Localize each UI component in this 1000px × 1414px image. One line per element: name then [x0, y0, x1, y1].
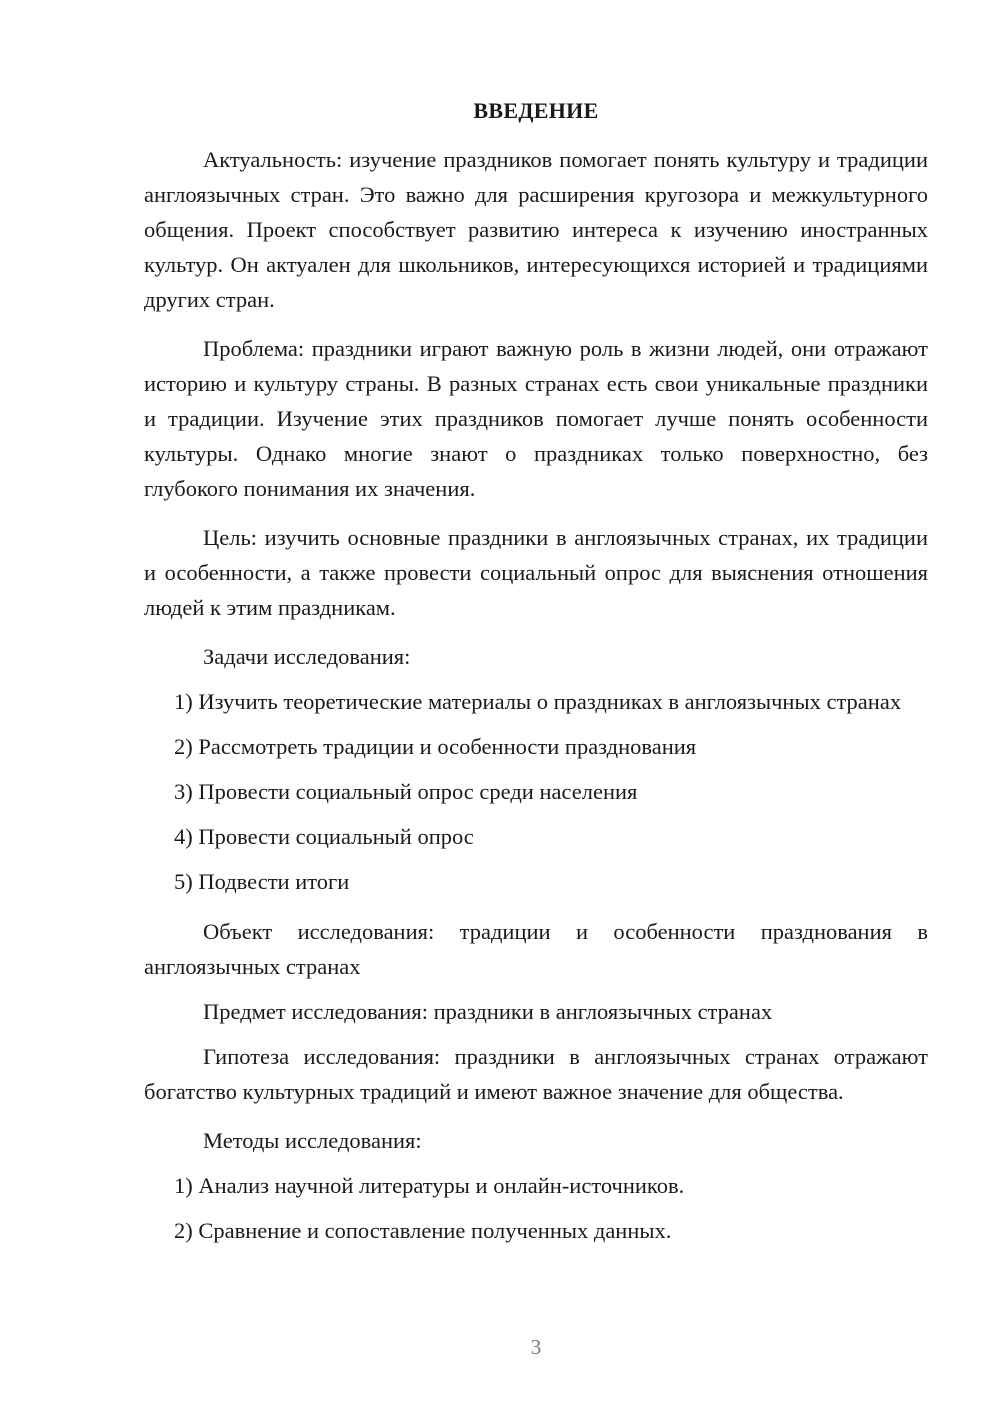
- task-item: 1) Изучить теоретические материалы о праздниках в англоязычных странах: [174, 689, 902, 714]
- goal-paragraph: Цель: изучить основные праздники в англоязычных странах, их традиции и особенности, а также провести социальный опрос для выяснения отношения людей к этим праздникам.: [144, 525, 928, 620]
- object-paragraph: Объект исследования: традиции и особенности празднования в англоязычных странах: [144, 919, 928, 979]
- subject-paragraph: Предмет исследования: праздники в англоязычных странах: [203, 999, 773, 1024]
- method-item: 2) Сравнение и сопоставление полученных данных.: [174, 1218, 672, 1243]
- page-title: ВВЕДЕНИЕ: [473, 98, 599, 123]
- method-item: 1) Анализ научной литературы и онлайн-источников.: [174, 1173, 685, 1198]
- relevance-paragraph: Актуальность: изучение праздников помогает понять культуру и традиции англоязычных стран. Это важно для расширения кругозора и межкультурного общения. Проект способствует развитию интереса к изучению иностранных культур. Он актуален для школьников, интересующихся историей и традициями других стран.: [144, 147, 928, 312]
- document-page: [144, 96, 928, 1258]
- task-item: 2) Рассмотреть традиции и особенности празднования: [174, 734, 697, 759]
- task-item: 3) Провести социальный опрос среди населения: [174, 779, 638, 804]
- tasks-heading: Задачи исследования:: [203, 644, 411, 669]
- task-item: 5) Подвести итоги: [174, 869, 350, 894]
- problem-paragraph: Проблема: праздники играют важную роль в жизни людей, они отражают историю и культуру страны. В разных странах есть свои уникальные праздники и традиции. Изучение этих праздников помогает лучше понять особенности культуры. Однако многие знают о праздниках только поверхностно, без глубокого понимания их значения.: [144, 336, 928, 501]
- task-item: 4) Провести социальный опрос: [174, 824, 474, 849]
- hypothesis-paragraph: Гипотеза исследования: праздники в англоязычных странах отражают богатство культурных традиций и имеют важное значение для общества.: [144, 1044, 928, 1104]
- methods-heading: Методы исследования:: [203, 1128, 422, 1153]
- page-number: 3: [530, 1335, 542, 1359]
